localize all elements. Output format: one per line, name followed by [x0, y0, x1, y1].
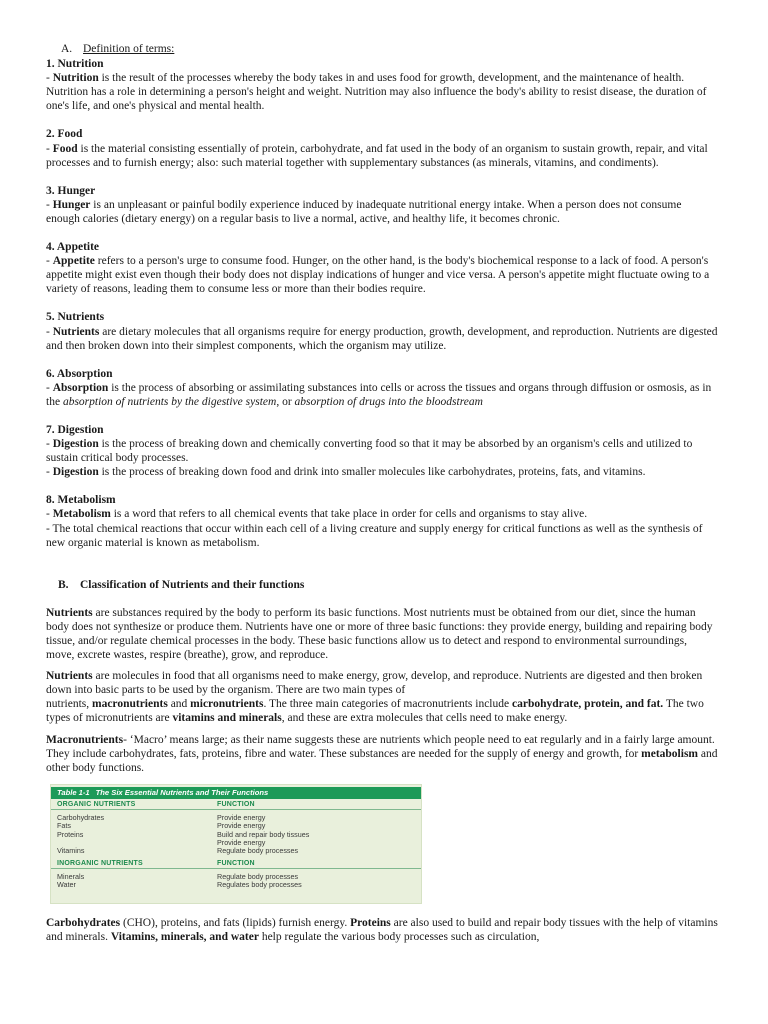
- bullet-dash: -: [46, 142, 53, 155]
- table-row: [51, 847, 421, 855]
- paragraph-text: . The three main categories of macronutrients include: [263, 698, 512, 711]
- term-definition: [46, 142, 718, 170]
- term-title: 2. Food: [46, 128, 83, 141]
- term-definition: [46, 522, 718, 550]
- keyword: vitamins and minerals: [172, 712, 282, 725]
- paragraph-nutrients-types: [46, 669, 718, 725]
- nutrient-cell: Water: [57, 880, 76, 890]
- term-title: 5. Nutrients: [46, 311, 105, 324]
- term-hunger: [46, 184, 718, 226]
- definition-text: , or: [276, 395, 295, 408]
- table-number: Table 1-1: [57, 787, 90, 797]
- term-definition: [46, 325, 718, 353]
- paragraph-text: and other body functions.: [46, 747, 718, 774]
- section-a-letter: A.: [61, 43, 73, 55]
- paragraph-text: nutrients,: [46, 698, 92, 711]
- term-food: [46, 127, 718, 169]
- definition-text: is the process of absorbing or assimilating substances into cells or across the tissues and organs through diffusion or osmosis, as in the: [46, 381, 712, 408]
- paragraph-text: , and these are extra molecules that cells need to make energy.: [281, 712, 568, 725]
- column-header: ORGANIC NUTRIENTS: [57, 800, 136, 808]
- paragraph-text: are also used to build and repair body tissues with the help of vitamins and minerals.: [46, 916, 718, 943]
- paragraph-text: are molecules in food that all organisms need to make energy, grow, develop, and reproduce. Nutrients are digested and then broken down into basic parts to be used by the organism. There are two main types of: [46, 670, 703, 697]
- function-cell: Provide energy: [217, 813, 266, 823]
- term-definition: [46, 381, 718, 409]
- keyword: micronutrients: [190, 698, 264, 711]
- definition-text: is the material consisting essentially of protein, carbohydrate, and fat used in the body of an organism to sustain growth, repair, and vital processes and to furnish energy; also: such material together with supplementary substances (as minerals, vitamins, and condiments).: [46, 142, 708, 169]
- paragraph-text: and: [167, 698, 191, 711]
- term-appetite: [46, 240, 718, 296]
- table-row: [51, 881, 421, 889]
- term-keyword: Digestion: [52, 466, 99, 479]
- section-a-title: Definition of terms:: [83, 43, 175, 55]
- function-cell: Regulate body processes: [217, 846, 299, 856]
- term-keyword: Nutrition: [52, 72, 99, 85]
- paragraph-text: - ‘Macro’ means large; as their name suggests these are nutrients which people need to eat regularly and in a fairly large amount. They include carbohydrates, fats, proteins, fibre and water. These substances are needed for the supply of energy and growth, for: [46, 733, 715, 760]
- term-title: 8. Metabolism: [46, 494, 116, 507]
- definition-text: is an unpleasant or painful bodily experience induced by inadequate nutritional energy intake. When a person does not consume enough calories (dietary energy) on a regular basis to live a normal, active, and healthy life, it becomes chronic.: [46, 198, 682, 225]
- term-definition: [46, 71, 718, 113]
- table-caption: The Six Essential Nutrients and Their Functions: [95, 787, 269, 797]
- bullet-dash: -: [46, 325, 53, 338]
- term-definition: [46, 254, 718, 296]
- definition-text: - The total chemical reactions that occur within each cell of a living creature and supply energy for critical functions as well as the synthesis of new organic material is known as metabolism.: [46, 522, 703, 549]
- term-keyword: Nutrients: [52, 325, 100, 338]
- paragraph-text: help regulate the various body processes such as circulation,: [258, 930, 540, 943]
- definition-text: is the result of the processes whereby the body takes in and uses food for growth, development, and the maintenance of health. Nutrition has a role in determining a person's height and weight. Nutrition may also influence the body's ability to resist disease, the duration of one's life, and one's physical and mental health.: [46, 72, 707, 113]
- paragraph-macronutrients: [46, 733, 718, 775]
- paragraph-text: (CHO), proteins, and fats (lipids) furnish energy.: [120, 916, 351, 929]
- nutrients-table-image: [50, 784, 422, 904]
- section-b-heading: [58, 578, 718, 592]
- term-nutrition: [46, 57, 718, 113]
- nutrient-cell: Minerals: [57, 871, 85, 881]
- keyword: Macronutrients: [46, 733, 124, 746]
- bullet-dash: -: [46, 508, 53, 521]
- term-nutrients: [46, 310, 718, 352]
- table-header-organic: [51, 799, 421, 810]
- definition-text: is the process of breaking down and chemically converting food so that it may be absorbed by an organism's cells and utilized to sustain critical body processes.: [46, 438, 693, 465]
- table-banner: [51, 787, 421, 799]
- section-a-heading: [61, 42, 718, 56]
- term-definition: [46, 465, 718, 479]
- document-content: [46, 42, 718, 951]
- function-cell: Provide energy: [217, 821, 266, 831]
- keyword: Nutrients: [46, 606, 93, 619]
- term-title: 3. Hunger: [46, 184, 96, 197]
- nutrient-cell: Vitamins: [57, 846, 85, 856]
- table-group-organic: [51, 810, 421, 857]
- term-keyword: Digestion: [52, 438, 99, 451]
- table-header-inorganic: [51, 858, 421, 869]
- nutrient-cell: Carbohydrates: [57, 813, 105, 823]
- term-keyword: Food: [52, 142, 78, 155]
- bullet-dash: -: [46, 198, 53, 211]
- term-title: 1. Nutrition: [46, 58, 104, 71]
- keyword: carbohydrate, protein, and fat.: [511, 698, 664, 711]
- function-cell: Build and repair body tissues: [217, 829, 310, 839]
- definition-text: is a word that refers to all chemical events that take place in order for cells and organisms to stay alive.: [110, 508, 588, 521]
- column-header: FUNCTION: [217, 800, 255, 808]
- term-title: 7. Digestion: [46, 423, 104, 436]
- term-keyword: Appetite: [52, 255, 95, 268]
- term-keyword: Hunger: [52, 198, 91, 211]
- term-keyword: Absorption: [52, 381, 109, 394]
- keyword: macronutrients: [92, 698, 168, 711]
- term-title: 4. Appetite: [46, 241, 100, 254]
- bullet-dash: -: [46, 438, 53, 451]
- definition-text: refers to a person's urge to consume food. Hunger, on the other hand, is the body's biochemical response to a lack of food. A person's appetite might exist even though their body does not display indications of hunger and vice versa. A person's appetite might fluctuate owing to a variety of reasons, leading them to consume less or more than their bodies require.: [46, 255, 710, 296]
- keyword: Vitamins, minerals, and water: [110, 930, 259, 943]
- italic-example: absorption of nutrients by the digestive system: [62, 395, 277, 408]
- table-group-inorganic: [51, 869, 421, 892]
- keyword: Carbohydrates: [46, 916, 121, 929]
- term-title: 6. Absorption: [46, 367, 113, 380]
- nutrient-cell: Fats: [57, 821, 71, 831]
- keyword: metabolism: [641, 747, 698, 760]
- keyword: Proteins: [350, 916, 391, 929]
- function-cell: Provide energy: [217, 838, 266, 848]
- bullet-dash: -: [46, 381, 53, 394]
- bullet-dash: -: [46, 72, 53, 85]
- paragraph-energy-nutrients: [46, 916, 718, 944]
- paragraph-text: The two types of micronutrients are: [46, 698, 704, 725]
- keyword: Nutrients: [46, 670, 93, 683]
- column-header: FUNCTION: [217, 859, 255, 867]
- function-cell: Regulates body processes: [217, 880, 302, 890]
- term-metabolism: [46, 493, 718, 549]
- definition-text: is the process of breaking down food and drink into smaller molecules like carbohydrates, proteins, fats, and vitamins.: [98, 466, 646, 479]
- function-cell: Regulate body processes: [217, 871, 299, 881]
- section-b-title: Classification of Nutrients and their functions: [80, 578, 305, 591]
- nutrient-cell: Proteins: [57, 829, 84, 839]
- section-b-letter: B.: [58, 578, 69, 591]
- term-definition: [46, 507, 718, 521]
- bullet-dash: -: [46, 466, 53, 479]
- column-header: INORGANIC NUTRIENTS: [57, 859, 143, 867]
- paragraph-text: are substances required by the body to perform its basic functions. Most nutrients must be obtained from our diet, since the human body does not synthesize or produce them. Nutrients have one or more of three basic functions: they provide energy, building and repairing body tissue, and/or regulate chemical processes in the body. These basic functions allow us to detect and respond to environmental surroundings, move, excrete wastes, respire (breathe), grow, and reproduce.: [46, 606, 713, 662]
- term-definition: [46, 437, 718, 465]
- term-definition: [46, 198, 718, 226]
- bullet-dash: -: [46, 255, 53, 268]
- term-keyword: Metabolism: [52, 508, 111, 521]
- definition-text: are dietary molecules that all organisms require for energy production, growth, development, and reproduction. Nutrients are digested and then broken down into their simplest components, which the organism may utilize.: [46, 325, 718, 352]
- italic-example: absorption of drugs into the bloodstream: [294, 395, 483, 408]
- term-absorption: [46, 367, 718, 409]
- term-digestion: [46, 423, 718, 479]
- paragraph-nutrients-basic: [46, 606, 718, 662]
